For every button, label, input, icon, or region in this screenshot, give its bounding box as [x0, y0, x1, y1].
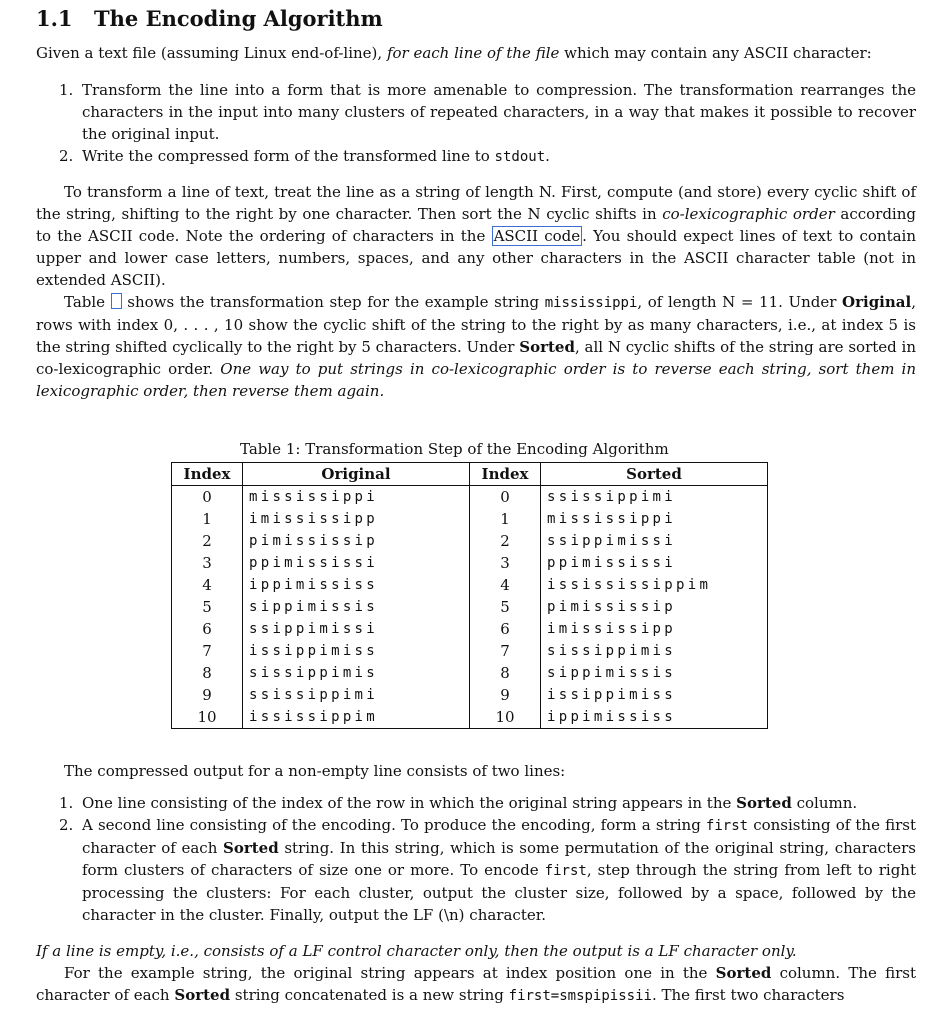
- p2-bold-sorted: Sorted: [519, 338, 575, 356]
- table-row: [172, 618, 768, 640]
- p1-text-c: according to the ASCII code. Note the ordering of characters in the: [36, 205, 916, 245]
- table-row: [172, 706, 768, 729]
- row-index: 0: [172, 486, 243, 509]
- row-original: issippimiss: [243, 640, 470, 662]
- p2-text-e: , all N cyclic shifts of the string are sorted in co-lexicographic order.: [36, 338, 916, 378]
- row-sorted: ippimississ: [541, 706, 768, 729]
- p2-text-c: , of length N = 11. Under: [637, 293, 843, 311]
- header-original: Original: [243, 463, 470, 486]
- section-number: 1.1: [36, 6, 73, 31]
- row-index-sorted: 2: [470, 530, 541, 552]
- code-mississippi: mississippi: [544, 295, 638, 311]
- row-index-sorted: 6: [470, 618, 541, 640]
- row-index-sorted: 1: [470, 508, 541, 530]
- list-item-text-end: .: [545, 147, 550, 165]
- list-item: [36, 79, 916, 145]
- row-original: ssissippimi: [243, 684, 470, 706]
- table-row: [172, 640, 768, 662]
- row-index: 1: [172, 508, 243, 530]
- table-row: [172, 684, 768, 706]
- header-index: Index: [172, 463, 243, 486]
- table-header-row: [172, 463, 768, 486]
- list-marker: 2.: [59, 147, 74, 165]
- list-item-text-c: string. In this string, which is some permutation of the original string, characters form clusters of characters of size one or more. To encode: [82, 839, 916, 879]
- header-sorted: Sorted: [541, 463, 768, 486]
- row-index: 2: [172, 530, 243, 552]
- output-list: [36, 792, 916, 926]
- row-index: 7: [172, 640, 243, 662]
- row-sorted: mississippi: [541, 508, 768, 530]
- table-row: [172, 574, 768, 596]
- row-index-sorted: 10: [470, 706, 541, 729]
- list-marker: 2.: [59, 816, 74, 834]
- row-sorted: ppimississi: [541, 552, 768, 574]
- code-first: first: [544, 863, 587, 879]
- row-original: pimississip: [243, 530, 470, 552]
- list-item-text: Write the compressed form of the transformed line to: [82, 147, 495, 165]
- p5-text-b: column. The first character of each: [36, 964, 916, 1004]
- table-row: [172, 530, 768, 552]
- p1-text-a: To transform a line of text, treat the line as a string of length N. First, compute (and store) every cyclic shift of the string, shifting to the right by one character. Then sort the N cyclic shifts in: [36, 183, 916, 223]
- row-original: mississippi: [243, 486, 470, 509]
- row-original: ippimississ: [243, 574, 470, 596]
- bold-sorted: Sorted: [223, 839, 279, 857]
- p1-emphasis: co-lexicographic order: [662, 205, 835, 223]
- row-index: 3: [172, 552, 243, 574]
- list-item-text-d: , step through the string from left to right processing the clusters: For each cluster, output the cluster size, followed by a space, followed by the character in the cluster. Finally, output the LF (\n) character.: [82, 861, 916, 924]
- row-original: ppimississi: [243, 552, 470, 574]
- row-sorted: sippimissis: [541, 662, 768, 684]
- section-heading: [36, 6, 383, 31]
- row-index-sorted: 3: [470, 552, 541, 574]
- code-first-value: first=smspipissii: [508, 988, 652, 1004]
- table-ref-link[interactable]: [111, 293, 122, 309]
- p2-emphasis: One way to put strings in co-lexicographic order is to reverse each string, sort them in lexicographic order, then reverse them again.: [36, 360, 916, 400]
- transformation-table: [171, 462, 768, 729]
- transform-paragraph: [36, 181, 916, 291]
- p2-text-a: Table: [64, 293, 111, 311]
- table-row: [172, 662, 768, 684]
- row-index-sorted: 4: [470, 574, 541, 596]
- row-sorted: sissippimis: [541, 640, 768, 662]
- list-item-text: A second line consisting of the encoding. To produce the encoding, form a string: [82, 816, 706, 834]
- row-original: sippimissis: [243, 596, 470, 618]
- table-explanation-paragraph: [36, 291, 916, 402]
- p5-bold-sorted-2: Sorted: [174, 986, 231, 1004]
- table-row: [172, 552, 768, 574]
- intro-text-b: for each line of the file: [386, 44, 560, 62]
- row-index-sorted: 5: [470, 596, 541, 618]
- list-marker: 1.: [59, 81, 74, 99]
- p5-text-d: . The first two characters: [651, 986, 845, 1004]
- p2-text-b: shows the transformation step for the example string: [121, 293, 545, 311]
- row-index: 5: [172, 596, 243, 618]
- p5-bold-sorted: Sorted: [715, 964, 772, 982]
- list-item: [36, 792, 916, 814]
- p2-text-d: , rows with index 0, . . . , 10 show the cyclic shift of the string to the right by as many characters, i.e., at index 5 is the string shifted cyclically to the right by 5 characters. Under: [36, 293, 916, 356]
- code-first: first: [705, 818, 749, 834]
- p2-bold-original: Original: [842, 293, 912, 311]
- code-stdout: stdout: [494, 149, 546, 165]
- row-original: imississipp: [243, 508, 470, 530]
- table-row: [172, 486, 768, 509]
- intro-text-a: Given a text file (assuming Linux end-of-line),: [36, 44, 387, 62]
- row-sorted: pimississip: [541, 596, 768, 618]
- table-body: [172, 486, 768, 729]
- row-index: 4: [172, 574, 243, 596]
- list-item: [36, 814, 916, 926]
- header-index-sorted: Index: [470, 463, 541, 486]
- output-intro: The compressed output for a non-empty line consists of two lines:: [64, 762, 566, 780]
- row-index: 10: [172, 706, 243, 729]
- list-item: [36, 145, 916, 168]
- row-original: ssippimissi: [243, 618, 470, 640]
- row-index-sorted: 9: [470, 684, 541, 706]
- p1-text-d: . You should expect lines of text to contain upper and lower case letters, numbers, spaces, and any other characters in the ASCII character table (not in extended ASCII).: [36, 227, 917, 289]
- example-paragraph: [36, 962, 916, 1007]
- table-row: [172, 596, 768, 618]
- row-original: ississippim: [243, 706, 470, 729]
- list-item-text-end: column.: [791, 794, 858, 812]
- row-sorted: ssissippimi: [541, 486, 768, 509]
- list-item-text: Transform the line into a form that is more amenable to compression. The transformation rearranges the characters in the input into many clusters of repeated characters, in a way that makes it possible to recover the original input.: [82, 81, 916, 143]
- list-item-text-b: consisting of the first character of each: [82, 816, 916, 857]
- row-sorted: issississippim: [541, 574, 768, 596]
- row-sorted: ssippimissi: [541, 530, 768, 552]
- row-index: 9: [172, 684, 243, 706]
- row-index: 8: [172, 662, 243, 684]
- row-index: 6: [172, 618, 243, 640]
- row-index-sorted: 8: [470, 662, 541, 684]
- list-marker: 1.: [59, 794, 74, 812]
- table-caption: Table 1: Transformation Step of the Encoding Algorithm: [240, 440, 669, 458]
- list-item-text: One line consisting of the index of the row in which the original string appears in the: [82, 794, 737, 812]
- empty-line-note: If a line is empty, i.e., consists of a LF control character only, then the output is a LF character only.: [36, 942, 797, 960]
- ascii-code-link[interactable]: ASCII code: [493, 227, 581, 245]
- p5-text-a: For the example string, the original string appears at index position one in the: [64, 964, 716, 982]
- steps-list: [36, 79, 916, 168]
- row-original: sissippimis: [243, 662, 470, 684]
- row-index-sorted: 7: [470, 640, 541, 662]
- row-index-sorted: 0: [470, 486, 541, 509]
- table-row: [172, 508, 768, 530]
- p5-text-c: string concatenated is a new string: [230, 986, 509, 1004]
- row-sorted: issippimiss: [541, 684, 768, 706]
- intro-text-c: which may contain any ASCII character:: [559, 44, 872, 62]
- bold-sorted: Sorted: [736, 794, 792, 812]
- intro-paragraph: [36, 42, 916, 64]
- section-title: The Encoding Algorithm: [94, 6, 383, 31]
- row-sorted: imississipp: [541, 618, 768, 640]
